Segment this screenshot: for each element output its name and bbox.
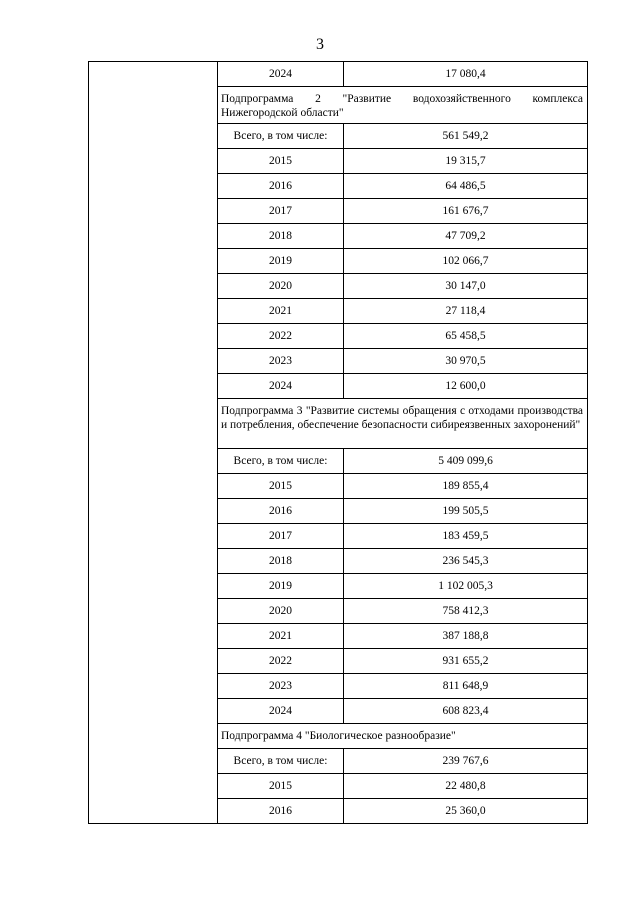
year-cell: 2017 (218, 199, 344, 224)
subprogram-title: Подпрограмма 3 "Развитие системы обращения с отходами производства и потребления, обеспечение безопасности сибиреязвенных захоронений" (218, 399, 588, 449)
subprogram-title: Подпрограмма 2 "Развитие водохозяйственного комплекса Нижегородской области" (218, 87, 588, 124)
year-cell: 2021 (218, 299, 344, 324)
year-cell: 2022 (218, 324, 344, 349)
amount-cell: 17 080,4 (344, 62, 588, 87)
amount-cell: 47 709,2 (344, 224, 588, 249)
amount-cell: 12 600,0 (344, 374, 588, 399)
program-name-cell (89, 62, 218, 824)
amount-cell: 183 459,5 (344, 524, 588, 549)
year-cell: 2015 (218, 774, 344, 799)
year-cell: Всего, в том числе: (218, 124, 344, 149)
amount-cell: 931 655,2 (344, 649, 588, 674)
amount-cell: 239 767,6 (344, 749, 588, 774)
amount-cell: 27 118,4 (344, 299, 588, 324)
amount-cell: 22 480,8 (344, 774, 588, 799)
amount-cell: 30 147,0 (344, 274, 588, 299)
amount-cell: 199 505,5 (344, 499, 588, 524)
amount-cell: 64 486,5 (344, 174, 588, 199)
year-cell: 2015 (218, 474, 344, 499)
page-number: 3 (316, 36, 324, 53)
year-cell: 2024 (218, 699, 344, 724)
funding-table (88, 61, 588, 824)
year-cell: 2020 (218, 274, 344, 299)
year-cell: 2024 (218, 374, 344, 399)
year-cell: 2020 (218, 599, 344, 624)
amount-cell: 25 360,0 (344, 799, 588, 824)
year-cell: 2018 (218, 224, 344, 249)
year-cell: 2024 (218, 62, 344, 87)
amount-cell: 561 549,2 (344, 124, 588, 149)
amount-cell: 387 188,8 (344, 624, 588, 649)
year-cell: 2022 (218, 649, 344, 674)
year-cell: 2023 (218, 674, 344, 699)
year-cell: 2019 (218, 574, 344, 599)
year-cell: Всего, в том числе: (218, 449, 344, 474)
year-cell: 2019 (218, 249, 344, 274)
amount-cell: 30 970,5 (344, 349, 588, 374)
amount-cell: 161 676,7 (344, 199, 588, 224)
amount-cell: 5 409 099,6 (344, 449, 588, 474)
year-cell: Всего, в том числе: (218, 749, 344, 774)
year-cell: 2018 (218, 549, 344, 574)
amount-cell: 19 315,7 (344, 149, 588, 174)
amount-cell: 189 855,4 (344, 474, 588, 499)
year-cell: 2016 (218, 174, 344, 199)
amount-cell: 608 823,4 (344, 699, 588, 724)
year-cell: 2021 (218, 624, 344, 649)
subprogram-title: Подпрограмма 4 "Биологическое разнообразие" (218, 724, 588, 749)
year-cell: 2016 (218, 799, 344, 824)
year-cell: 2017 (218, 524, 344, 549)
year-cell: 2023 (218, 349, 344, 374)
year-cell: 2016 (218, 499, 344, 524)
amount-cell: 758 412,3 (344, 599, 588, 624)
amount-cell: 236 545,3 (344, 549, 588, 574)
amount-cell: 811 648,9 (344, 674, 588, 699)
amount-cell: 65 458,5 (344, 324, 588, 349)
amount-cell: 102 066,7 (344, 249, 588, 274)
table-row (89, 62, 588, 87)
year-cell: 2015 (218, 149, 344, 174)
amount-cell: 1 102 005,3 (344, 574, 588, 599)
